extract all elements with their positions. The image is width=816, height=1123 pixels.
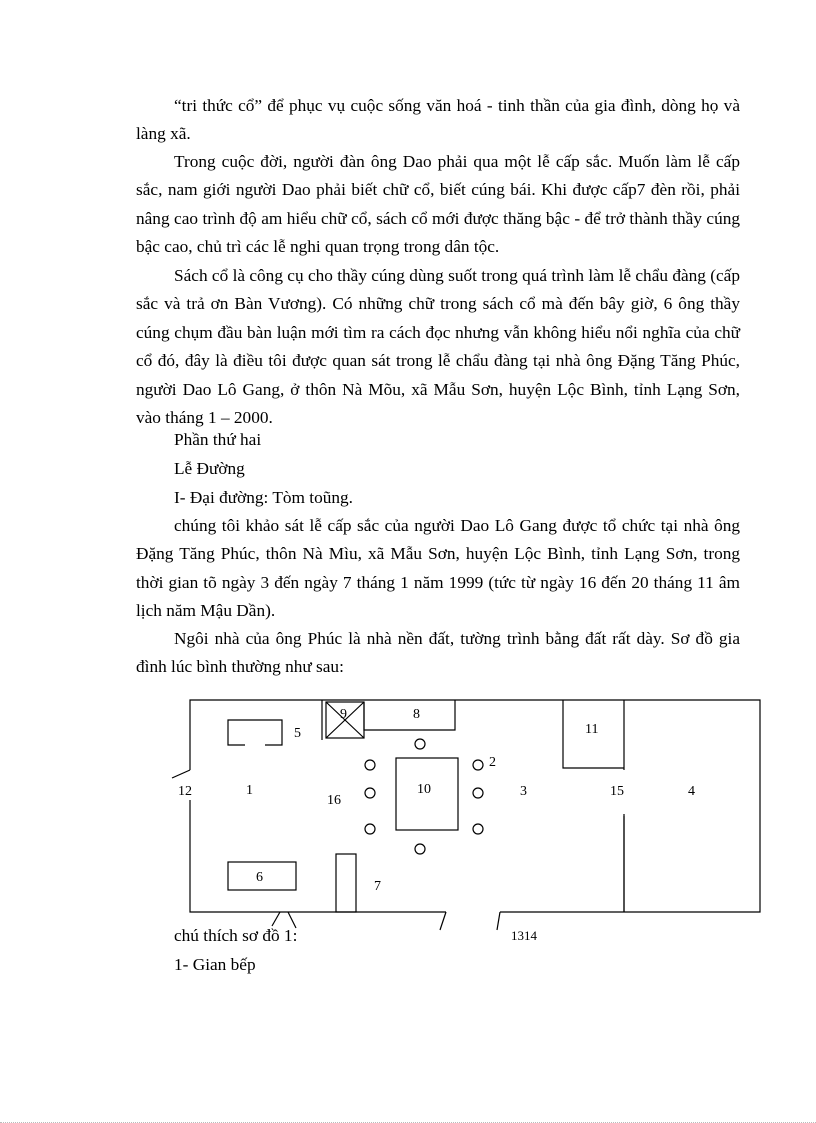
bottom-door-right-swing [497, 912, 500, 930]
seat-circle [473, 760, 483, 770]
outer-wall-left-bottom [190, 800, 446, 912]
label-10: 10 [417, 782, 431, 797]
label-3: 3 [520, 784, 527, 799]
bottom-door-left-swing [440, 912, 446, 930]
paragraph-5: Ngôi nhà của ông Phúc là nhà nền đất, tường trình bằng đất rất dày. Sơ đồ gia đình lúc bình thường như sau: [136, 629, 740, 677]
label-1: 1 [246, 783, 253, 798]
label-15: 15 [610, 784, 624, 799]
label-12: 12 [178, 784, 192, 799]
seat-circle [473, 824, 483, 834]
item-7-post [336, 854, 356, 912]
paragraph-4: chúng tôi khảo sát lễ cấp sắc của người Dao Lô Gang được tổ chức tại nhà ông Đặng Tăng Phúc, thôn Nà Mìu, xã Mẫu Sơn, huyện Lộc Bình, tỉnh Lạng Sơn, trong thời gian tõ ngày 3 đến ngày 7 tháng 1 năm 1999 (tức từ ngày 16 đến 20 tháng 11 âm lịch năm Mậu Dần). [136, 516, 740, 621]
seat-circle [415, 739, 425, 749]
left-door-swing [172, 770, 190, 778]
seat-circle [365, 824, 375, 834]
label-9: 9 [340, 707, 347, 722]
label-6: 6 [256, 870, 263, 885]
seat-circle [365, 788, 375, 798]
label-8: 8 [413, 707, 420, 722]
label-7: 7 [374, 879, 381, 894]
section-heading-dai-duong: I- Đại đường: Tòm toũng. [174, 488, 353, 507]
seat-circle [365, 760, 375, 770]
section-heading-le-duong: Lễ Đường [174, 459, 245, 478]
section-heading-part-two: Phần thứ hai [174, 430, 262, 449]
paragraph-2: Trong cuộc đời, người đàn ông Dao phải qua một lễ cấp sắc. Muốn làm lễ cấp sắc, nam giới người Dao phải biết chữ cổ, biết cúng bái. Khi được cấp7 đèn rồi, phải nâng cao trình độ am hiểu chữ cổ, sách cổ mới được thăng bậc - để trở thành thầy cúng bậc cao, chủ trì các lễ nghi quan trọng trong dân tộc. [136, 152, 740, 257]
seat-circle [415, 844, 425, 854]
outer-wall-top-right [190, 700, 760, 912]
house-floor-plan-diagram [0, 690, 816, 940]
label-5: 5 [294, 726, 301, 741]
label-11: 11 [585, 722, 599, 737]
paragraph-3: Sách cổ là công cụ cho thầy cúng dùng suốt trong quá trình làm lễ chẩu đàng (cấp sắc và trả ơn Bàn Vương). Có những chữ trong sách cổ mà đến bây giờ, 6 ông thầy cúng chụm đầu bàn luận mới tìm ra cách đọc nhưng vẫn không hiểu nổi nghĩa của chữ cổ đó, đây là điều tôi được quan sát trong lễ chẩu đàng tại nhà ông Đặng Tăng Phúc, người Dao Lô Gang, ở thôn Nà Mõu, xã Mẫu Sơn, huyện Lộc Bình, tỉnh Lạng Sơn, vào tháng 1 – 2000. [136, 266, 740, 428]
label-1314: 1314 [511, 928, 537, 940]
caption-title: chú thích sơ đồ 1: [174, 926, 298, 945]
item-5-shape [228, 720, 282, 745]
label-16: 16 [327, 793, 341, 808]
caption-item-1: 1- Gian bếp [174, 955, 256, 974]
paragraph-1: “tri thức cổ” để phục vụ cuộc sống văn hoá - tinh thần của gia đình, dòng họ và làng xã. [136, 96, 740, 144]
label-4: 4 [688, 784, 695, 799]
seat-circle [473, 788, 483, 798]
item-8-box [364, 700, 455, 730]
label-2: 2 [489, 755, 496, 770]
